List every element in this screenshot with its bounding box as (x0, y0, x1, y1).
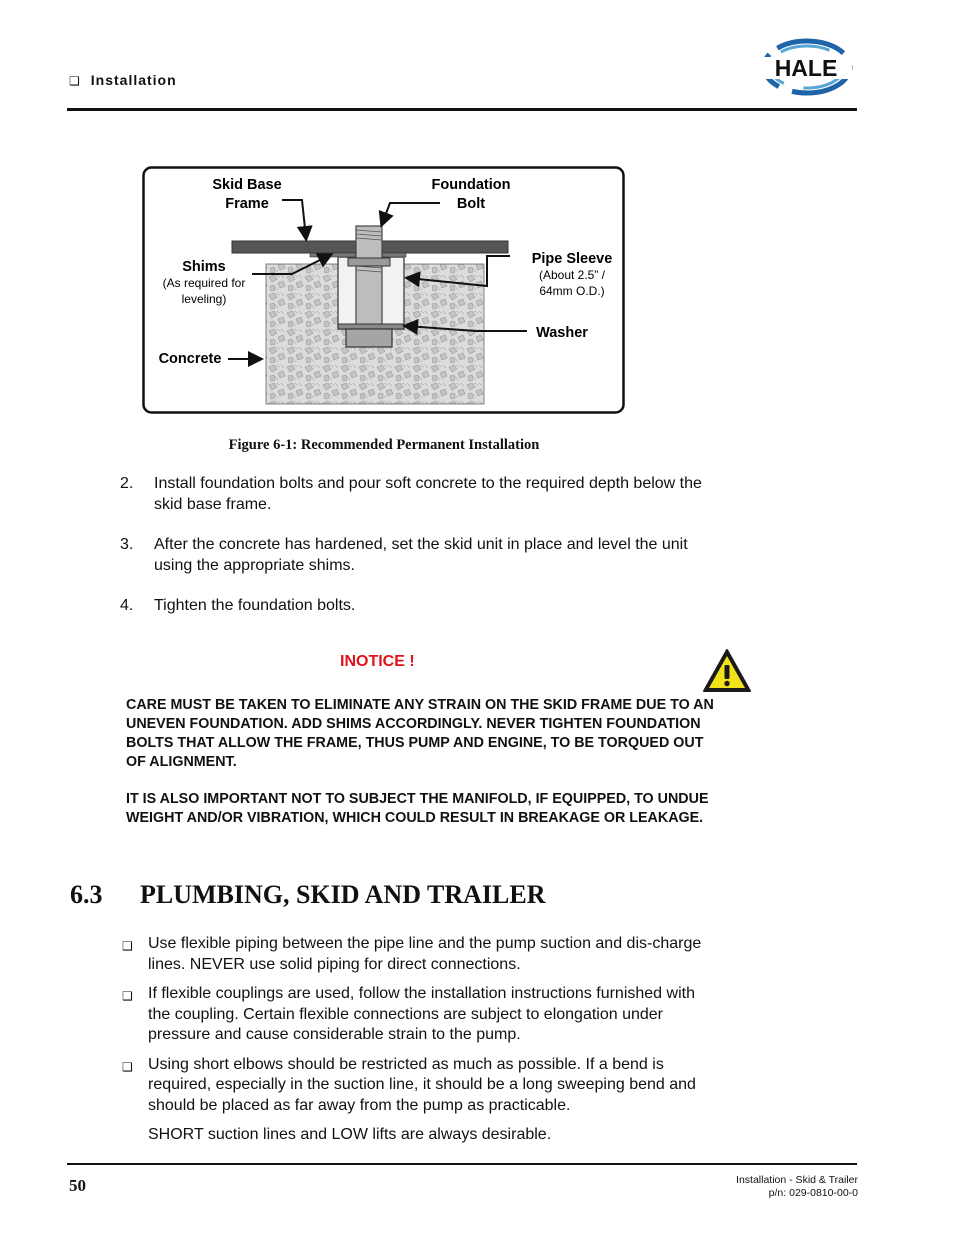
step-number: 2. (120, 475, 134, 492)
page-number: 50 (69, 1176, 86, 1195)
label-shims: Shims (182, 259, 226, 275)
section-marker: ❑ (69, 74, 81, 88)
label-concrete: Concrete (158, 351, 222, 367)
label-skid-base-frame-2: Frame (225, 196, 269, 212)
label-washer: Washer (536, 325, 588, 341)
bullet-list (122, 934, 712, 1146)
installation-diagram (142, 166, 625, 414)
notice-paragraph: CARE MUST BE TAKEN TO ELIMINATE ANY STRAIN ON THE SKID FRAME DUE TO AN UNEVEN FOUNDATION. ADD SHIMS ACCORDINGLY. NEVER TIGHTEN FOUNDATION BOLTS THAT ALLOW THE FRAME, THUS PUMP AND ENGINE, TO BE TORQUED OUT OF ALIGNMENT. (126, 697, 714, 770)
notice-title: INOTICE ! (340, 653, 415, 670)
logo-text: HALE (774, 55, 838, 81)
notice-paragraph: IT IS ALSO IMPORTANT NOT TO SUBJECT THE MANIFOLD, IF EQUIPPED, TO UNDUE WEIGHT AND/OR VIBRATION, WHICH COULD RESULT IN BREAKAGE OR LEAKAGE. (126, 791, 709, 826)
label-foundation-bolt-2: Bolt (456, 196, 486, 212)
top-nut (348, 258, 390, 266)
label-pipe-sleeve-note-2: 64mm O.D.) (539, 284, 605, 298)
header-rule (67, 108, 857, 111)
washer (338, 324, 404, 329)
label-skid-base-frame-1: Skid Base (212, 177, 282, 193)
section-heading (70, 880, 545, 910)
list-item (122, 1055, 712, 1117)
section-number: 6.3 (70, 880, 103, 909)
step-text: Tighten the foundation bolts. (154, 597, 356, 614)
bullet-text: Use flexible piping between the pipe line and the pump suction and dis-charge lines. NEVER use solid piping for direct connections. (148, 935, 702, 973)
list-item (122, 934, 712, 975)
footer-info (736, 1174, 858, 1200)
footer-doc-title: Installation - Skid & Trailer (736, 1174, 858, 1186)
step-list (120, 474, 710, 637)
bolt-head (346, 329, 392, 347)
label-foundation-bolt-1: Foundation (431, 177, 511, 193)
running-header (69, 72, 177, 88)
warning-triangle-icon (702, 648, 752, 694)
bullet-text: If flexible couplings are used, follow the installation instructions furnished with the coupling. Certain flexible connections are subject to elongation under pressure and cause considerable strain to the pump. (148, 985, 695, 1043)
label-pipe-sleeve-note-1: (About 2.5” / (538, 268, 606, 282)
list-item (120, 474, 710, 515)
list-item (120, 596, 710, 617)
step-number: 4. (120, 597, 134, 614)
step-number: 3. (120, 536, 134, 553)
list-item (122, 984, 712, 1046)
label-pipe-sleeve: Pipe Sleeve (531, 251, 613, 267)
list-item (120, 535, 710, 576)
notice-body (126, 696, 716, 846)
step-text: After the concrete has hardened, set the skid unit in place and level the unit using the appropriate shims. (154, 536, 688, 574)
step-text: Install foundation bolts and pour soft concrete to the required depth below the skid base frame. (154, 475, 702, 513)
footer-part-number: p/n: 029-0810-00-0 (768, 1187, 858, 1199)
figure-caption: Figure 6-1: Recommended Permanent Installation (228, 437, 540, 453)
running-header-title: Installation (90, 72, 177, 88)
section-title: PLUMBING, SKID AND TRAILER (140, 880, 546, 909)
footer-rule (67, 1163, 857, 1165)
label-shims-note-1: (As required for (162, 276, 246, 290)
foundation-bolt-shank (356, 226, 382, 326)
bullet-marker: ❑ (122, 1059, 133, 1074)
bullet-marker: ❑ (122, 939, 133, 953)
label-shims-note-2: leveling) (181, 292, 227, 306)
follow-text: SHORT suction lines and LOW lifts are always desirable. (148, 1126, 552, 1143)
bullet-marker: ❑ (122, 989, 133, 1003)
bullet-text: Using short elbows should be restricted as much as possible. If a bend is required, especially in the suction line, it should be a long sweeping bend and should be placed as far away from the pump as practicable. (148, 1055, 696, 1114)
hale-logo (752, 34, 856, 100)
